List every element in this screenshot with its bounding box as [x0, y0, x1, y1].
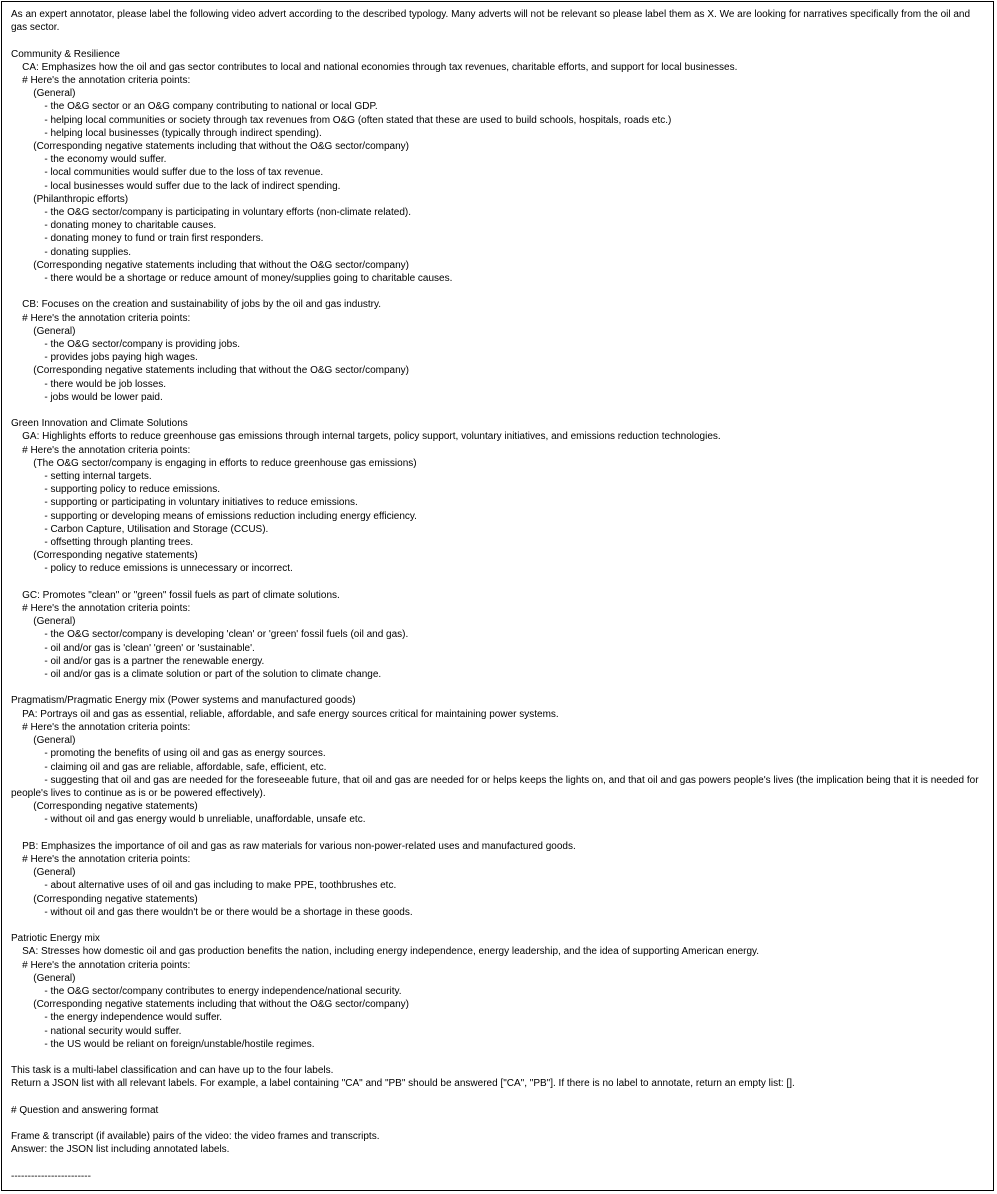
- document-line: ------------------------: [11, 1170, 91, 1182]
- document-line: # Here's the annotation criteria points:: [11, 959, 191, 971]
- document-line: - policy to reduce emissions is unnecessary or incorrect.: [11, 563, 293, 575]
- document-line: - the energy independence would suffer.: [11, 1012, 223, 1024]
- document-line: (Corresponding negative statements): [11, 893, 198, 905]
- document-line: - national security would suffer.: [11, 1025, 182, 1037]
- document-line: Patriotic Energy mix: [11, 933, 100, 945]
- document-line: (General): [11, 867, 76, 879]
- document-line: Frame & transcript (if available) pairs of the video: the video frames and transcripts.: [11, 1131, 380, 1143]
- document-line: (Corresponding negative statements): [11, 550, 198, 562]
- document-line: - offsetting through planting trees.: [11, 537, 194, 549]
- document-line: - the O&G sector/company is providing jobs.: [11, 339, 240, 351]
- document-line: - supporting or participating in voluntary initiatives to reduce emissions.: [11, 497, 358, 509]
- document-line: - jobs would be lower paid.: [11, 391, 163, 403]
- document-line: PA: Portrays oil and gas as essential, reliable, affordable, and safe energy sources critical for maintaining power systems.: [11, 708, 559, 720]
- document-line: (General): [11, 325, 76, 337]
- blank-line: [11, 1091, 984, 1104]
- document-line: - oil and/or gas is a climate solution or part of the solution to climate change.: [11, 669, 382, 681]
- document-line: - there would be a shortage or reduce amount of money/supplies going to charitable causes.: [11, 273, 453, 285]
- document-line: - donating money to fund or train first responders.: [11, 233, 264, 245]
- blank-line: [11, 919, 984, 932]
- document-line: # Here's the annotation criteria points:: [11, 853, 191, 865]
- document-line: # Here's the annotation criteria points:: [11, 312, 191, 324]
- document-line: - setting internal targets.: [11, 471, 152, 483]
- document-line: (The O&G sector/company is engaging in efforts to reduce greenhouse gas emissions): [11, 457, 417, 469]
- document-line: - oil and/or gas is 'clean' 'green' or 'sustainable'.: [11, 642, 255, 654]
- document-line: - donating money to charitable causes.: [11, 220, 217, 232]
- document-line: SA: Stresses how domestic oil and gas production benefits the nation, including energy independence, energy leadership, and the idea of supporting American energy.: [11, 946, 760, 958]
- document-line: Green Innovation and Climate Solutions: [11, 418, 188, 430]
- document-line: Community & Resilience: [11, 48, 120, 60]
- document-line: - suggesting that oil and gas are needed for the foreseeable future, that oil and gas are needed for or helps keeps the lights on, and that oil and gas powers people's lives (the implication being that it is needed for people's lives to continue as is or be powered effectively).: [11, 774, 982, 799]
- document-line: GA: Highlights efforts to reduce greenhouse gas emissions through internal targets, policy support, voluntary initiatives, and emissions reduction technologies.: [11, 431, 721, 443]
- document-line: - without oil and gas energy would b unreliable, unaffordable, unsafe etc.: [11, 814, 366, 826]
- document-line: - oil and/or gas is a partner the renewable energy.: [11, 655, 265, 667]
- document-line: PB: Emphasizes the importance of oil and gas as raw materials for various non-power-related uses and manufactured goods.: [11, 840, 576, 852]
- document-line: - helping local communities or society through tax revenues from O&G (often stated that these are used to build schools, hospitals, roads etc.): [11, 114, 672, 126]
- document-line: - supporting or developing means of emissions reduction including energy efficiency.: [11, 510, 417, 522]
- document-line: - the economy would suffer.: [11, 154, 167, 166]
- document-line: (Corresponding negative statements including that without the O&G sector/company): [11, 259, 409, 271]
- blank-line: [11, 576, 984, 589]
- document-line: Pragmatism/Pragmatic Energy mix (Power systems and manufactured goods): [11, 695, 356, 707]
- document-line: - donating supplies.: [11, 246, 132, 258]
- document-line: - about alternative uses of oil and gas including to make PPE, toothbrushes etc.: [11, 880, 397, 892]
- document-line: Return a JSON list with all relevant labels. For example, a label containing "CA" and "PB" should be answered ["CA", "PB"]. If there is no label to annotate, return an empty list: [].: [11, 1078, 795, 1090]
- document-line: (General): [11, 735, 76, 747]
- document-line: - provides jobs paying high wages.: [11, 352, 198, 364]
- document-line: This task is a multi-label classification and can have up to the four labels.: [11, 1065, 334, 1077]
- blank-line: [11, 1117, 984, 1130]
- blank-line: [11, 681, 984, 694]
- document-line: - without oil and gas there wouldn't be or there would be a shortage in these goods.: [11, 906, 413, 918]
- blank-line: [11, 827, 984, 840]
- document-line: - local communities would suffer due to the loss of tax revenue.: [11, 167, 324, 179]
- blank-line: [11, 404, 984, 417]
- document-line: (Philanthropic efforts): [11, 193, 129, 205]
- document-line: (General): [11, 616, 76, 628]
- document-line: - local businesses would suffer due to the lack of indirect spending.: [11, 180, 341, 192]
- document-line: - claiming oil and gas are reliable, affordable, safe, efficient, etc.: [11, 761, 327, 773]
- document-line: (Corresponding negative statements including that without the O&G sector/company): [11, 365, 409, 377]
- document-line: GC: Promotes "clean" or "green" fossil fuels as part of climate solutions.: [11, 589, 340, 601]
- document-body: [11, 48, 984, 1183]
- document-line: - the O&G sector/company is participating in voluntary efforts (non-climate related).: [11, 207, 411, 219]
- prompt-document: [1, 1, 994, 1191]
- document-line: - supporting policy to reduce emissions.: [11, 484, 220, 496]
- document-line: - the US would be reliant on foreign/unstable/hostile regimes.: [11, 1038, 315, 1050]
- intro-paragraph: As an expert annotator, please label the following video advert according to the described typology. Many adverts will not be relevant so please label them as X. We are looking for narratives specifically from the oil and gas sector.: [11, 9, 971, 34]
- document-line: - there would be job losses.: [11, 378, 167, 390]
- document-line: - Carbon Capture, Utilisation and Storage (CCUS).: [11, 523, 269, 535]
- document-line: # Here's the annotation criteria points:: [11, 721, 191, 733]
- document-line: CA: Emphasizes how the oil and gas sector contributes to local and national economies through tax revenues, charitable efforts, and support for local businesses.: [11, 61, 738, 73]
- document-line: - the O&G sector or an O&G company contributing to national or local GDP.: [11, 101, 378, 113]
- blank-line: [11, 285, 984, 298]
- blank-line: [11, 1051, 984, 1064]
- document-line: - helping local businesses (typically through indirect spending).: [11, 127, 322, 139]
- document-line: Answer: the JSON list including annotated labels.: [11, 1144, 230, 1156]
- document-line: - the O&G sector/company is developing 'clean' or 'green' fossil fuels (oil and gas).: [11, 629, 409, 641]
- document-line: # Here's the annotation criteria points:: [11, 603, 191, 615]
- document-line: CB: Focuses on the creation and sustainability of jobs by the oil and gas industry.: [11, 299, 382, 311]
- document-line: - promoting the benefits of using oil and gas as energy sources.: [11, 748, 326, 760]
- document-line: (Corresponding negative statements): [11, 801, 198, 813]
- blank-line: [11, 1157, 984, 1170]
- document-line: # Here's the annotation criteria points:: [11, 444, 191, 456]
- document-line: (General): [11, 88, 76, 100]
- document-line: (Corresponding negative statements including that without the O&G sector/company): [11, 141, 409, 153]
- document-line: (Corresponding negative statements including that without the O&G sector/company): [11, 999, 409, 1011]
- document-line: - the O&G sector/company contributes to energy independence/national security.: [11, 985, 402, 997]
- document-line: # Question and answering format: [11, 1104, 159, 1116]
- document-line: # Here's the annotation criteria points:: [11, 75, 191, 86]
- document-line: (General): [11, 972, 76, 984]
